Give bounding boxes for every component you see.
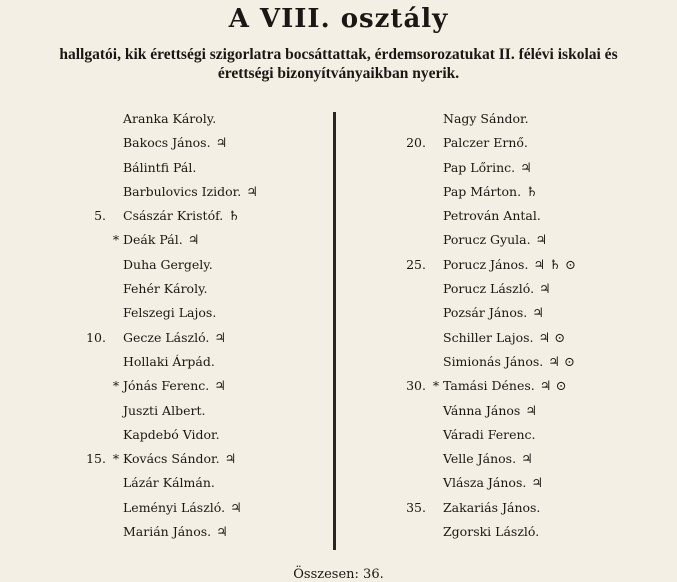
student-row [400,471,670,495]
subtitle-line-1: hallgatói, kik érettségi szigorlatra bocsáttattak, érdemsorozatukat II. félévi iskolai és [59,46,618,63]
student-name: Kovács Sándor. [123,451,220,467]
student-row [80,350,325,374]
student-name: Jónás Ferenc. [123,378,210,394]
symbol-icons: ♃ [520,160,532,176]
student-row [400,447,670,471]
student-row [80,253,325,277]
asterisk-mark: * [112,232,120,248]
symbol-icons: ♄ [526,184,538,200]
student-row [400,131,670,155]
student-name: Barbulovics Izidor. [123,183,242,199]
student-row [80,447,325,471]
student-name: Lázár Kálmán. [123,475,215,491]
symbol-icons: ♃ [539,282,551,298]
student-row [80,423,325,447]
page-subtitle [8,45,669,83]
student-row [400,520,670,544]
student-name: Porucz János. [443,256,529,272]
student-name: Pap Márton. [443,183,522,199]
student-row [80,520,325,544]
symbol-icons: ♃ [214,330,227,346]
student-name: Porucz László. [443,281,535,297]
student-row [80,228,325,252]
symbol-icons: ♃ [216,525,228,541]
student-row [400,399,670,423]
symbol-icons: ♃ [230,500,242,516]
left-name-column [80,107,325,544]
student-row [400,228,670,252]
student-name: Váradi Ferenc. [443,426,536,442]
student-name: Schiller Lajos. [443,329,534,345]
student-row [400,496,670,520]
row-number: 15. [86,451,106,467]
student-name: Pozsár János. [443,305,528,321]
student-row [400,180,670,204]
student-row [400,107,670,131]
asterisk-mark: * [432,378,440,394]
student-name: Nagy Sándor. [443,111,529,126]
symbol-icons: ♃ ⊙ [538,330,566,346]
symbol-icons: ♃ [246,184,258,200]
student-name: Aranka Károly. [123,111,217,126]
symbol-icons: ♃ ⊙ [548,354,575,370]
student-row [80,277,325,301]
symbol-icons: ♃ [187,233,200,249]
student-name: Császár Kristóf. [123,208,224,224]
student-row [400,374,670,398]
symbol-icons: ♃ [224,452,237,468]
student-row [80,374,325,398]
student-name: Tamási Dénes. [443,378,535,394]
symbol-icons: ♃ [214,379,226,395]
symbol-icons: ♃ [532,306,544,322]
symbol-icons: ♃ [521,452,533,468]
student-row [400,156,670,180]
symbol-icons: ♄ [228,209,240,225]
student-name: Kapdebó Vidor. [123,426,220,442]
student-name: Zgorski László. [443,524,540,540]
symbol-icons: ♃ [215,136,228,152]
student-row [80,326,325,350]
student-name: Petrován Antal. [443,208,541,224]
student-name: Marián János. [123,524,212,540]
symbol-icons: ♃ [535,233,548,249]
student-row [80,399,325,423]
student-name: Fehér Károly. [123,281,208,297]
subtitle-line-2: érettségi bizonyítványaikban nyerik. [217,65,460,82]
row-number: 10. [86,329,106,345]
page-title: A VIII. osztály [228,4,449,34]
student-row [400,204,670,228]
student-name: Juszti Albert. [123,402,206,418]
student-name: Leményi László. [123,499,226,515]
student-name: Zakariás János. [443,499,541,515]
student-name: Gecze László. [123,329,210,345]
student-row [400,423,670,447]
symbol-icons: ♃ [531,476,543,492]
student-row [80,180,325,204]
student-name: Deák Pál. [123,232,183,248]
symbol-icons: ♃ ⊙ [539,379,567,395]
student-row [400,301,670,325]
student-name: Felszegi Lajos. [123,305,217,321]
student-row [80,301,325,325]
student-name: Velle János. [443,451,517,467]
student-row [80,107,325,131]
symbol-icons: ♃ [525,403,537,419]
asterisk-mark: * [112,378,120,394]
student-row [80,131,325,155]
row-number: 35. [406,499,426,515]
student-row [80,471,325,495]
student-row [400,350,670,374]
student-row [80,204,325,228]
student-name: Bálintfi Pál. [123,159,197,175]
student-row [400,253,670,277]
student-name: Pap Lőrinc. [443,159,516,175]
student-row [400,277,670,301]
column-divider [333,112,336,550]
student-name: Vlásza János. [443,475,527,491]
student-name: Simionás János. [443,353,544,369]
asterisk-mark: * [112,451,120,467]
symbol-icons: ♃ ♄ ⊙ [533,257,576,273]
student-name: Duha Gergely. [123,256,213,272]
right-name-column [400,107,670,544]
student-row [80,156,325,180]
row-number: 20. [406,135,426,151]
row-number: 25. [406,256,426,272]
student-name: Palczer Ernő. [443,135,528,151]
student-row [400,326,670,350]
row-number: 30. [406,378,426,394]
student-name: Hollaki Árpád. [123,353,215,369]
total-count: Összesen: 36. [293,567,384,582]
row-number: 5. [94,208,106,224]
student-name: Porucz Gyula. [443,232,531,248]
student-row [80,496,325,520]
student-name: Bakocs János. [123,135,211,151]
student-name: Vánna János [443,402,521,418]
